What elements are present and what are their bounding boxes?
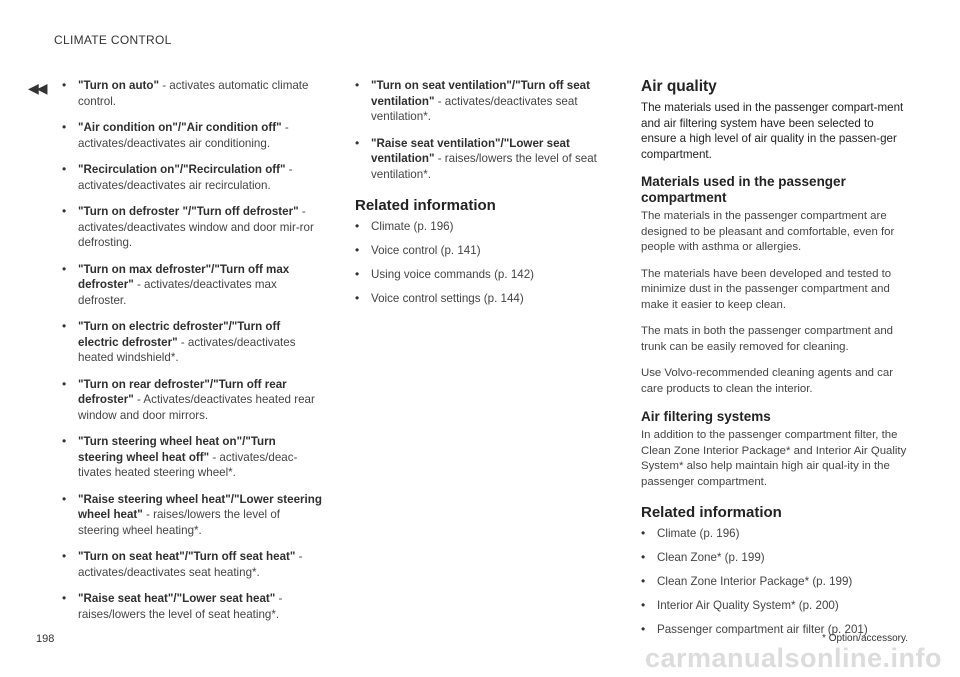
list-item: • "Turn on defroster "/"Turn off defroster" - activates/deactivates window and door mir-ror defrosting.	[62, 204, 314, 249]
voice-command-list	[62, 78, 324, 622]
related-link[interactable]: • Passenger compartment air filter (p. 201)	[641, 622, 868, 636]
materials-paragraph: The materials have been developed and tested to minimize dust in the passenger compartment and make it easier to keep clean.	[641, 267, 892, 311]
related-link[interactable]: • Climate (p. 196)	[641, 526, 740, 540]
related-information-list	[355, 219, 613, 307]
list-item: • "Turn on auto" - activates automatic climate control.	[62, 78, 309, 108]
air-filtering-paragraph: In addition to the passenger compartment filter, the Clean Zone Interior Package* and Interior Air Quality System* also help maintain high air qual-ity in the passenger compartment.	[641, 429, 907, 488]
watermark: carmanualsonline.info	[644, 643, 942, 673]
related-link[interactable]: • Interior Air Quality System* (p. 200)	[641, 598, 839, 612]
list-item: • "Air condition on"/"Air condition off" - activates/deactivates air conditioning.	[62, 120, 289, 150]
list-item: • "Turn steering wheel heat on"/"Turn steering wheel heat off" - activates/deac-tivates heated steering wheel*.	[62, 434, 298, 479]
materials-heading: Materials used in the passenger compartment	[641, 174, 846, 205]
list-item: • "Raise steering wheel heat"/"Lower steering wheel heat" - raises/lowers the level of steering wheel heating*.	[62, 491, 322, 537]
related-link[interactable]: • Climate (p. 196)	[355, 219, 454, 233]
list-item: • "Turn on max defroster"/"Turn off max defroster" - activates/deactivates max defroster.	[62, 261, 290, 307]
list-item: • "Turn on seat heat"/"Turn off seat heat" - activates/deactivates seat heating*.	[62, 549, 303, 579]
list-item: • "Raise seat heat"/"Lower seat heat" - raises/lowers the level of seat heating*.	[62, 591, 283, 621]
list-item: • "Recirculation on"/"Recirculation off" - activates/deactivates air recirculation.	[62, 162, 293, 192]
related-link[interactable]: • Clean Zone Interior Package* (p. 199)	[641, 574, 853, 588]
voice-command-list-continued	[355, 78, 613, 182]
related-link[interactable]: • Using voice commands (p. 142)	[355, 267, 535, 281]
back-arrows-icon[interactable]: ◀◀	[28, 80, 46, 96]
related-link[interactable]: • Voice control settings (p. 144)	[355, 291, 524, 305]
air-quality-title: Air quality	[641, 78, 717, 95]
page-number: 198	[36, 633, 55, 645]
column-voice-commands-2	[355, 78, 613, 315]
related-information-list-2	[641, 526, 909, 638]
list-item: • "Turn on electric defroster"/"Turn off electric defroster" - activates/deactivates heated windshield*.	[62, 319, 296, 364]
list-item: • "Raise seat ventilation"/"Lower seat ventilation" - raises/lowers the level of seat ventilation*.	[355, 135, 597, 181]
related-link[interactable]: • Voice control (p. 141)	[355, 243, 481, 257]
materials-paragraph: The materials in the passenger compartment are designed to be pleasant and comfortable, even for people with asthma or allergies.	[641, 210, 895, 253]
materials-paragraph: Use Volvo-recommended cleaning agents and car care products to clean the interior.	[641, 367, 894, 395]
related-link[interactable]: • Clean Zone* (p. 199)	[641, 550, 765, 564]
air-quality-intro: The materials used in the passenger compart-ment and air filtering system have been selected to ensure a high level of air quality in the passen-ger compartment.	[641, 101, 904, 161]
list-item: • "Turn on rear defroster"/"Turn off rear defroster" - Activates/deactivates heated rear window and door mirrors.	[62, 376, 315, 422]
materials-paragraph: The mats in both the passenger compartment and trunk can be easily removed for cleaning.	[641, 325, 894, 353]
page-header-title: CLIMATE CONTROL	[54, 33, 172, 47]
list-item: • "Turn on seat ventilation"/"Turn off seat ventilation" - activates/deactivates seat ventilation*.	[355, 78, 590, 123]
related-information-heading: Related information	[355, 197, 496, 214]
column-voice-commands-1	[62, 78, 324, 633]
air-filtering-heading: Air filtering systems	[641, 409, 771, 424]
option-footnote: * Option/accessory.	[822, 633, 908, 644]
column-air-quality	[641, 78, 909, 646]
related-information-heading-2: Related information	[641, 504, 782, 521]
